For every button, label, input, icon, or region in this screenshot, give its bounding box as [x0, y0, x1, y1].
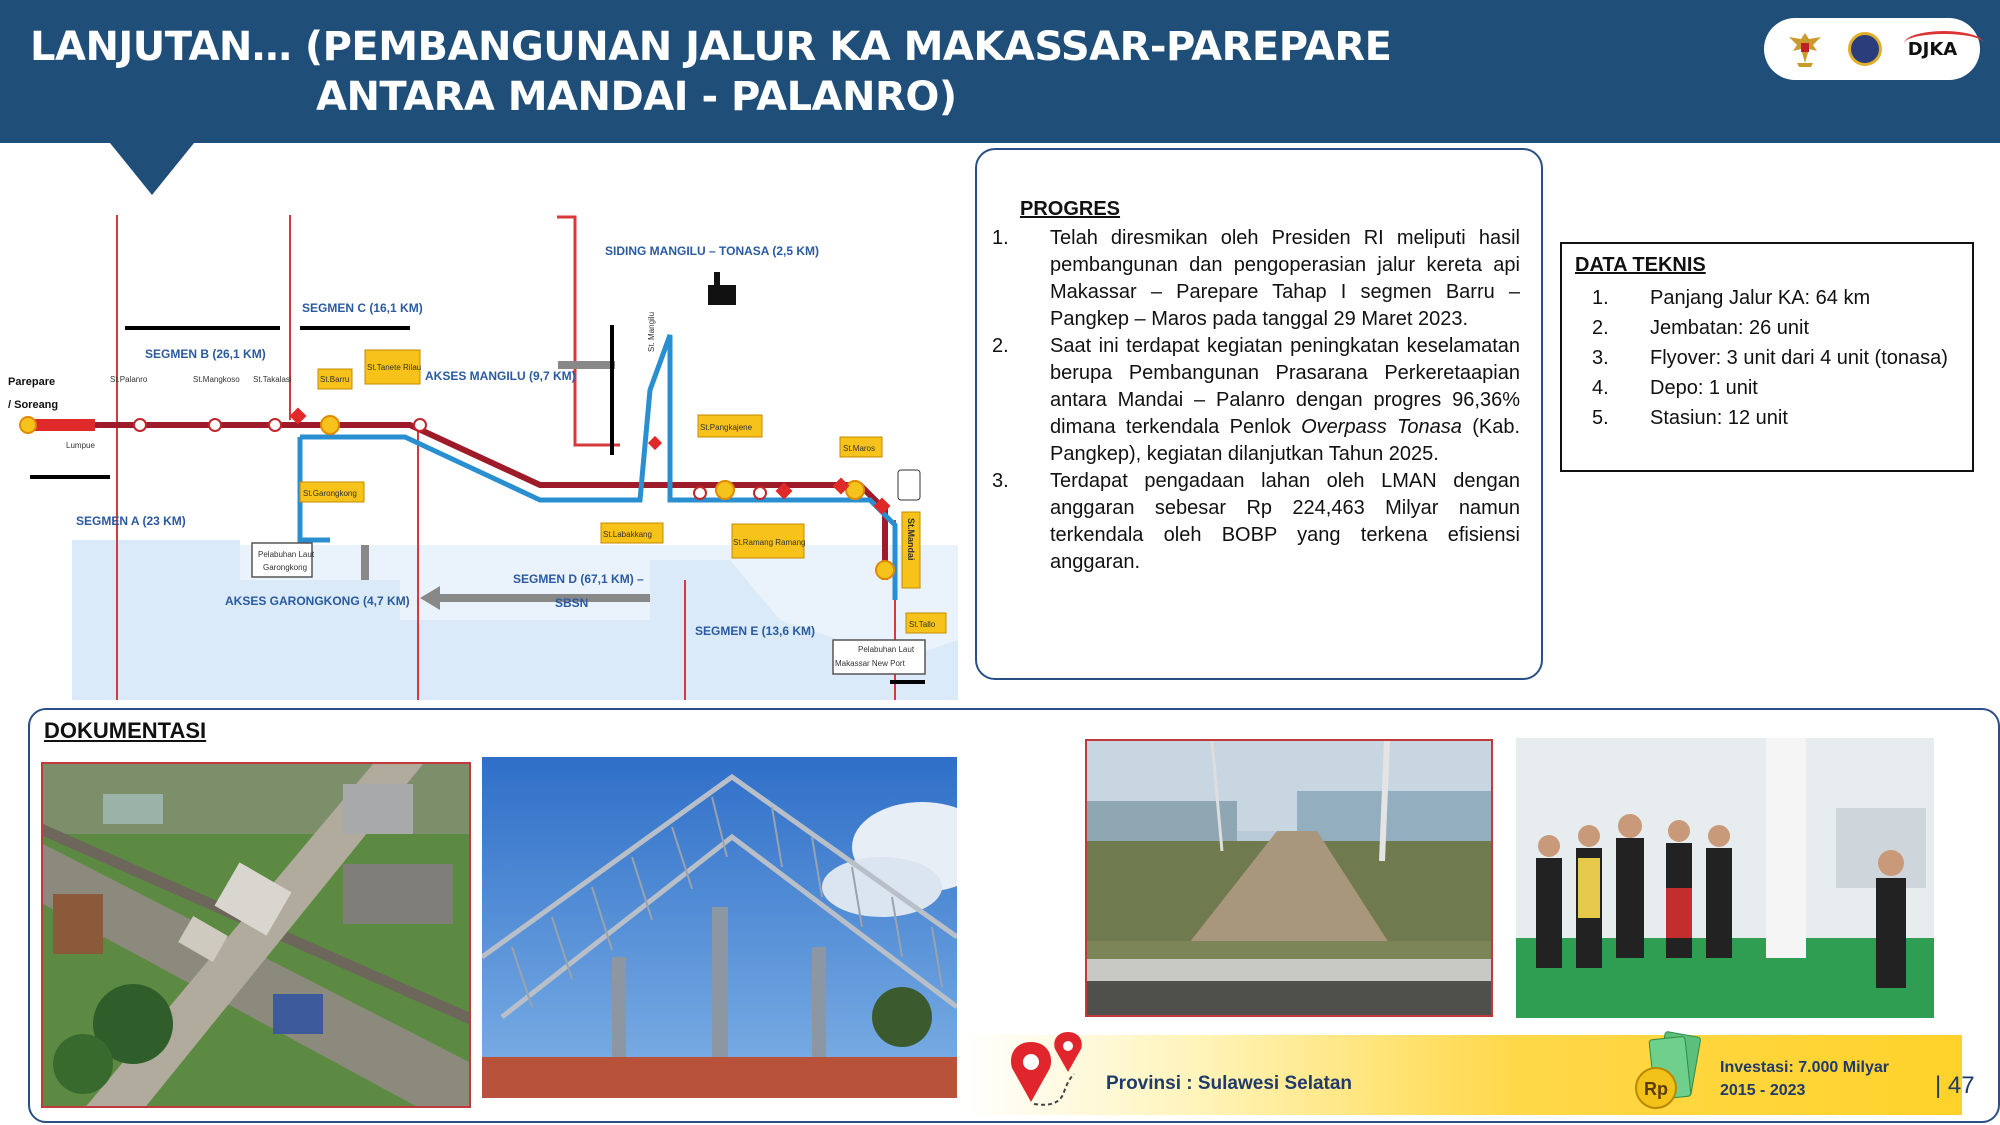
progres-item-text — [1050, 333, 1520, 468]
data-teknis-item — [1592, 283, 1962, 313]
label-st-maros: St.Maros — [843, 444, 876, 453]
data-teknis-text: Jembatan: 26 unit — [1650, 317, 1809, 339]
djka-logo — [1908, 39, 1958, 60]
data-teknis-text: Panjang Jalur KA: 64 km — [1650, 287, 1871, 309]
djka-logo-text: DJKA — [1907, 38, 1958, 60]
data-teknis-text: Flyover: 3 unit dari 4 unit (tonasa) — [1650, 347, 1948, 369]
page-number: | 47 — [1935, 1072, 1975, 1099]
label-st-tanete: St.Tanete Rilau — [367, 363, 422, 372]
label-st-labakkang: St.Labakkang — [603, 530, 652, 539]
label-soreang: / Soreang — [8, 399, 59, 411]
label-st-mangkoso: St.Mangkoso — [193, 375, 240, 384]
label-pelabuhan-makassar-2: Makassar New Port — [835, 659, 905, 668]
route-map — [0, 150, 958, 700]
label-st-mandai: St.Mandai — [906, 518, 916, 561]
page-title-line2: ANTARA MANDAI - PALANRO) — [316, 74, 957, 120]
garuda-emblem-icon — [1787, 29, 1823, 69]
money-rp-icon-text: Rp — [1644, 1079, 1668, 1099]
data-teknis-item — [1592, 403, 1962, 433]
investasi-label — [1720, 1056, 1889, 1102]
label-segmen-d2: SBSN — [555, 596, 589, 610]
progres-item-number: 2. — [992, 335, 1009, 357]
investasi-amount: Investasi: 7.000 Milyar — [1720, 1059, 1889, 1076]
data-teknis-number: 3. — [1592, 347, 1609, 369]
investasi-period: 2015 - 2023 — [1720, 1082, 1806, 1099]
progres-heading: PROGRES — [1020, 198, 1121, 220]
factory-icon — [708, 272, 736, 305]
page-title — [30, 22, 1391, 122]
label-st-palanro: St.Palanro — [110, 375, 148, 384]
data-teknis-heading: DATA TEKNIS — [1575, 254, 1706, 276]
kemenhub-logo-icon — [1848, 32, 1882, 66]
data-teknis-item — [1592, 343, 1962, 373]
label-akses-garongkong: AKSES GARONGKONG (4,7 KM) — [225, 594, 410, 608]
label-pelabuhan-makassar-1: Pelabuhan Laut — [858, 645, 915, 654]
data-teknis-list — [1592, 283, 1962, 433]
label-segmen-b: SEGMEN B (26,1 KM) — [145, 347, 266, 361]
data-teknis-number: 2. — [1592, 317, 1609, 339]
label-segmen-e: SEGMEN E (13,6 KM) — [695, 624, 816, 638]
sea-shade — [72, 545, 958, 700]
progres-item — [990, 468, 1520, 576]
logo-group — [1764, 18, 1980, 80]
label-st-ramang: St.Ramang Ramang — [733, 538, 806, 547]
airplane-icon — [898, 470, 920, 500]
label-parepare: Parepare — [8, 376, 56, 388]
label-st-takalasi: St.Takalasi — [253, 375, 292, 384]
aerial-construction-photo — [41, 762, 471, 1108]
label-segmen-c: SEGMEN C (16,1 KM) — [302, 301, 423, 315]
progres-item-text-post: (Kab. Pangkep), kegiatan dilanjutkan Tahun 2025. — [1050, 416, 1521, 465]
indoor-meeting-photo — [1516, 738, 1934, 1018]
label-st-tallo: St.Tallo — [909, 620, 936, 629]
money-rp-icon — [1630, 1028, 1720, 1112]
label-segmen-a: SEGMEN A (23 KM) — [76, 514, 186, 528]
label-st-mangilu: St. Mangilu — [647, 311, 656, 352]
steel-photo-art — [482, 757, 957, 1098]
dokumentasi-heading: DOKUMENTASI — [44, 718, 207, 743]
housing-dirt-road-photo — [1085, 739, 1493, 1017]
label-st-pangkajene: St.Pangkajene — [700, 423, 753, 432]
data-teknis-number: 4. — [1592, 377, 1609, 399]
data-teknis-text: Depo: 1 unit — [1650, 377, 1758, 399]
progres-item-text: Terdapat pengadaan lahan oleh LMAN dengan anggaran sebesar Rp 224,463 Milyar namun terkendala oleh BOBP yang terkena efisiensi anggaran. — [1050, 470, 1520, 573]
page-title-line1: LANJUTAN… (PEMBANGUNAN JALUR KA MAKASSAR-PAREPARE — [30, 24, 1392, 70]
progres-list — [990, 225, 1520, 576]
progres-item-number: 1. — [992, 227, 1009, 249]
label-segmen-d1: SEGMEN D (67,1 KM) – — [513, 572, 644, 586]
data-teknis-number: 1. — [1592, 287, 1609, 309]
label-st-garongkong: St.Garongkong — [303, 489, 357, 498]
label-lumpue: Lumpue — [66, 441, 95, 450]
progres-item — [990, 225, 1520, 333]
data-teknis-text: Stasiun: 12 unit — [1650, 407, 1788, 429]
aerial-photo-art — [43, 764, 471, 1108]
label-akses-mangilu: AKSES MANGILU (9,7 KM) — [425, 369, 576, 383]
progres-item-number: 3. — [992, 470, 1009, 492]
progres-item-text-pre: Saat ini terdapat kegiatan peningkatan keselamatan berupa Pembangunan Prasarana Perkeretaapian antara Mandai – Palanro dengan progres 96,36% dimana terkendala Penlok — [1050, 335, 1520, 438]
progres-item-text-italic: Overpass Tonasa — [1301, 416, 1462, 438]
progres-item — [990, 333, 1520, 468]
data-teknis-item — [1592, 373, 1962, 403]
label-st-barru: St.Barru — [320, 375, 350, 384]
meeting-photo-art — [1516, 738, 1934, 1018]
label-pelabuhan-garongkong-2: Garongkong — [263, 563, 308, 572]
data-teknis-number: 5. — [1592, 407, 1609, 429]
label-siding: SIDING MANGILU – TONASA (2,5 KM) — [605, 244, 820, 258]
data-teknis-item — [1592, 313, 1962, 343]
provinsi-label: Provinsi : Sulawesi Selatan — [1106, 1073, 1353, 1094]
steel-roof-frame-photo — [482, 757, 957, 1098]
location-pin-icon — [1004, 1030, 1104, 1110]
progres-item-text: Telah diresmikan oleh Presiden RI meliputi hasil pembangunan dan pengoperasian jalur kereta api Makassar – Parepare Tahap I segmen Barru – Pangkep – Maros pada tanggal 29 Maret 2023. — [1050, 227, 1520, 330]
housing-photo-art — [1087, 741, 1493, 1017]
label-pelabuhan-garongkong-1: Pelabuhan Laut — [258, 550, 315, 559]
